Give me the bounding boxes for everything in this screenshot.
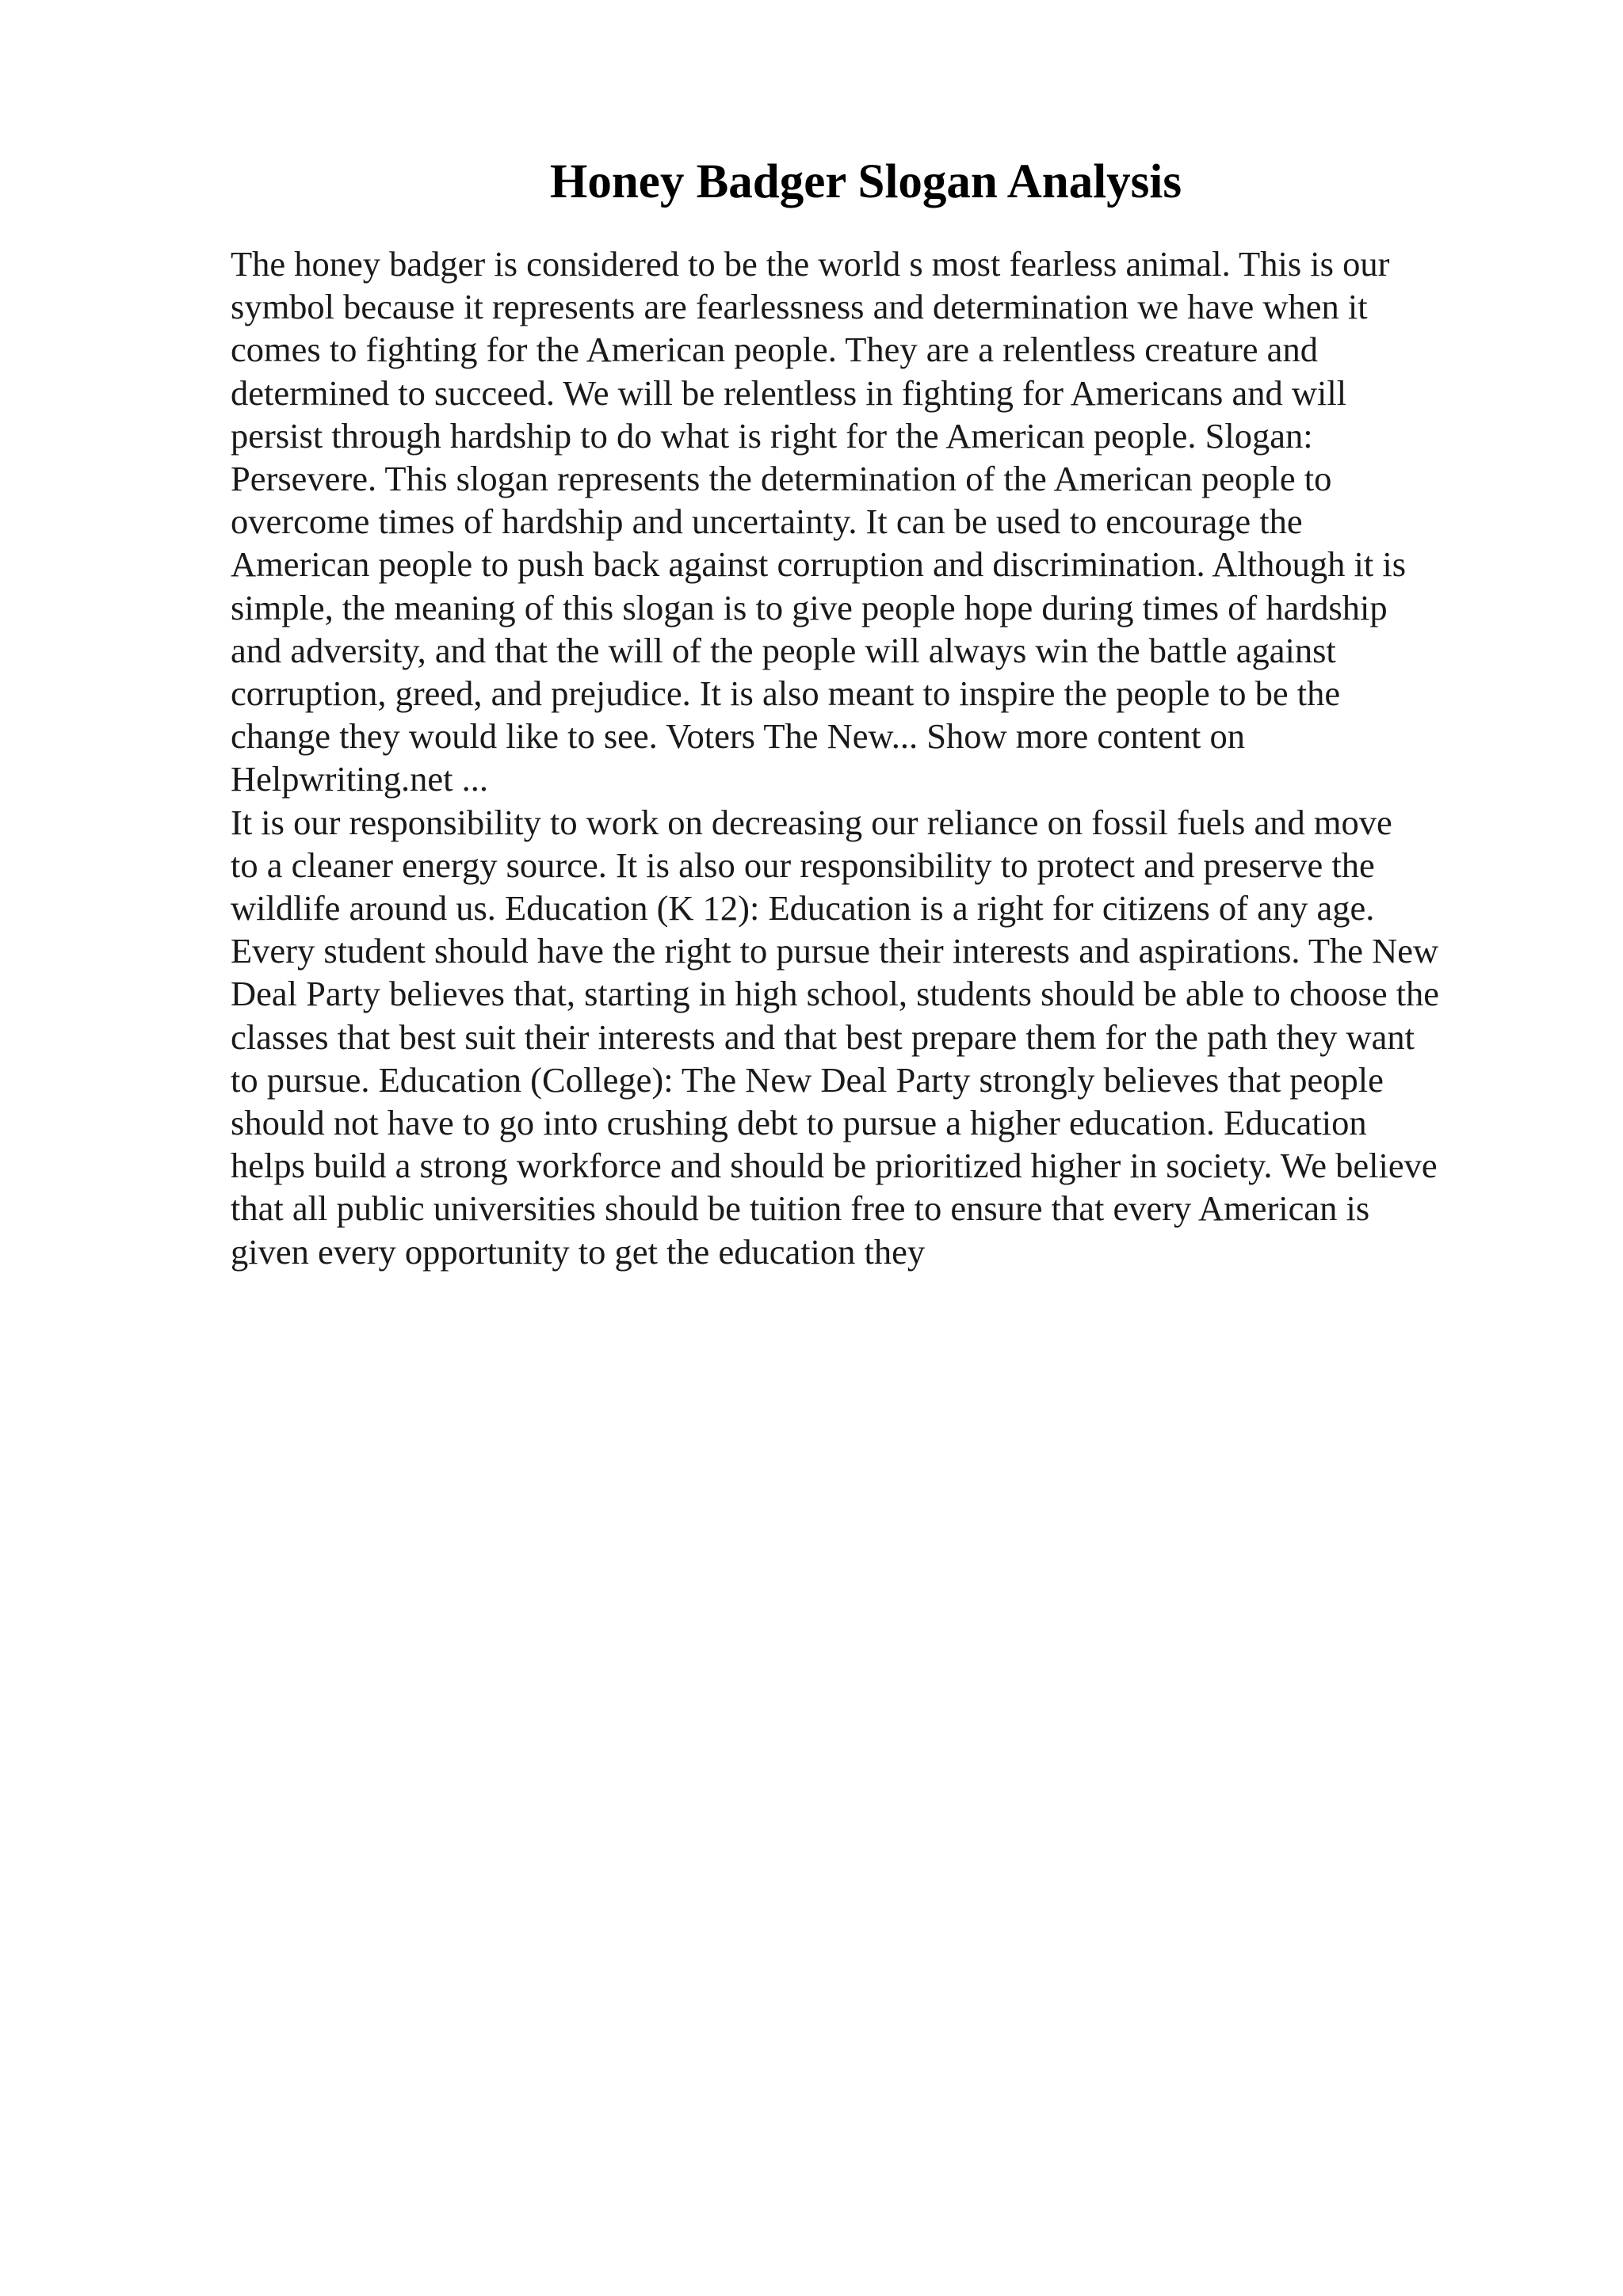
body-line: Helpwriting.net ...: [231, 759, 489, 799]
document-title: Honey Badger Slogan Analysis: [549, 155, 1182, 208]
body-line: to a cleaner energy source. It is also our responsibility to protect and preserve the: [231, 845, 1375, 885]
body-line: comes to fighting for the American people. They are a relentless creature and: [231, 330, 1318, 370]
body-line: should not have to go into crushing debt to pursue a higher education. Education: [231, 1103, 1367, 1143]
body-line: Persevere. This slogan represents the determination of the American people to: [231, 459, 1332, 499]
body-line: Deal Party believes that, starting in high school, students should be able to choose the: [231, 974, 1440, 1014]
document-body: [231, 242, 1514, 1273]
body-line: symbol because it represents are fearlessness and determination we have when it: [231, 287, 1368, 327]
body-line: overcome times of hardship and uncertainty. It can be used to encourage the: [231, 502, 1303, 542]
body-line: Every student should have the right to pursue their interests and aspirations. The New: [231, 931, 1439, 971]
body-line: persist through hardship to do what is right for the American people. Slogan:: [231, 415, 1313, 456]
body-line: It is our responsibility to work on decreasing our reliance on fossil fuels and move: [231, 802, 1392, 842]
body-line: to pursue. Education (College): The New Deal Party strongly believes that people: [231, 1059, 1384, 1100]
body-line: corruption, greed, and prejudice. It is also meant to inspire the people to be the: [231, 673, 1341, 714]
body-line: simple, the meaning of this slogan is to give people hope during times of hardship: [231, 587, 1388, 627]
body-line: given every opportunity to get the education they: [231, 1231, 926, 1272]
body-line: determined to succeed. We will be relentless in fighting for Americans and will: [231, 372, 1347, 413]
body-line: helps build a strong workforce and should be prioritized higher in society. We believe: [231, 1146, 1438, 1186]
body-line: The honey badger is considered to be the world s most fearless animal. This is our: [231, 244, 1390, 284]
body-line: that all public universities should be tuition free to ensure that every American is: [231, 1188, 1370, 1229]
body-line: wildlife around us. Education (K 12): Education is a right for citizens of any age.: [231, 888, 1375, 929]
body-line: and adversity, and that the will of the people will always win the battle against: [231, 630, 1336, 670]
body-line: American people to push back against corruption and discrimination. Although it is: [231, 544, 1407, 585]
body-line: classes that best suit their interests and that best prepare them for the path they want: [231, 1016, 1415, 1057]
body-line: change they would like to see. Voters The New... Show more content on: [231, 716, 1245, 757]
